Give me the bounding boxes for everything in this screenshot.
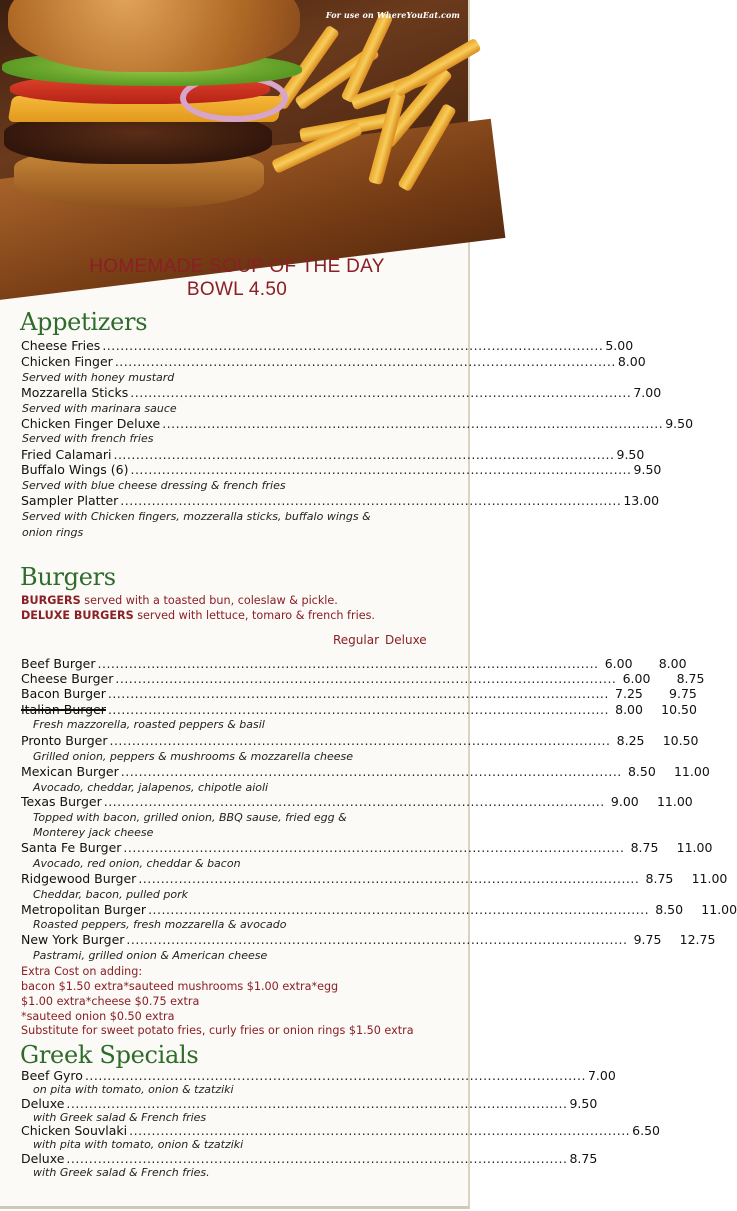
item-description: Roasted peppers, fresh mozzarella & avocado <box>33 918 287 931</box>
item-name: Deluxe <box>21 1151 65 1166</box>
item-price: 9.50 <box>569 1096 598 1111</box>
extra-cost-line: $1.00 extra*cheese $0.75 extra <box>21 995 200 1008</box>
menu-item <box>21 354 646 369</box>
item-price: 6.50 <box>632 1123 660 1138</box>
burger-item <box>21 656 687 671</box>
deluxe-price: 11.00 <box>676 840 713 855</box>
burger-item <box>21 764 710 779</box>
substitute-note: Substitute for sweet potato fries, curly fries or onion rings $1.50 extra <box>21 1024 414 1037</box>
item-name: Santa Fe Burger <box>21 840 122 855</box>
item-name: New York Burger <box>21 932 125 947</box>
leader-dots: ................................................................................................................ <box>97 656 599 671</box>
extra-cost-title: Extra Cost on adding: <box>21 965 143 978</box>
menu-item <box>21 1068 616 1083</box>
item-description: Cheddar, bacon, pulled pork <box>33 888 189 901</box>
leader-dots: ................................................................................................................ <box>109 733 611 748</box>
menu-item <box>21 338 634 353</box>
item-description: Avocado, cheddar, jalapenos, chipotle aioli <box>33 781 269 794</box>
deluxe-price: 11.00 <box>691 871 728 886</box>
burger-item <box>21 702 697 717</box>
item-name: Chicken Finger Deluxe <box>21 416 161 431</box>
item-description: Served with blue cheese dressing & french fries <box>22 479 286 492</box>
column-header-deluxe: Deluxe <box>385 633 427 647</box>
deluxe-price: 11.00 <box>656 794 693 809</box>
note-label: DELUXE BURGERS <box>21 609 134 622</box>
soup-heading: HOMEMADE SOUP OF THE DAY <box>89 256 385 277</box>
item-price: 7.00 <box>633 385 662 400</box>
leader-dots: ................................................................................................................ <box>129 1123 631 1138</box>
deluxe-price: 8.75 <box>676 671 705 686</box>
burger-photo <box>0 0 468 228</box>
item-name: Pronto Burger <box>21 733 108 748</box>
item-description: Grilled onion, peppers & mushrooms & mozzarella cheese <box>33 750 354 763</box>
extra-cost-line: bacon $1.50 extra*sauteed mushrooms $1.00 extra*egg <box>21 980 339 993</box>
leader-dots: ................................................................................................................ <box>107 702 609 717</box>
burger-item <box>21 932 716 947</box>
leader-dots: ................................................................................................................ <box>138 871 640 886</box>
regular-price: 8.75 <box>630 840 659 855</box>
menu-item <box>21 416 694 431</box>
burger-item <box>21 871 728 886</box>
menu-item <box>21 1096 598 1111</box>
item-name: Fried Calamari <box>21 447 112 462</box>
section-title-appetizers: Appetizers <box>20 308 148 336</box>
burger-item <box>21 794 693 809</box>
section-title-burgers: Burgers <box>20 563 116 591</box>
item-name: Mozzarella Sticks <box>21 385 129 400</box>
menu-item <box>21 493 660 508</box>
item-price: 8.00 <box>617 354 646 369</box>
section-title-greek-specials: Greek Specials <box>20 1041 199 1069</box>
deluxe-burgers-note <box>21 609 375 622</box>
item-name: Chicken Souvlaki <box>21 1123 128 1138</box>
item-name: Sampler Platter <box>21 493 119 508</box>
regular-price: 8.50 <box>627 764 656 779</box>
regular-price: 8.00 <box>615 702 643 717</box>
burgers-note <box>21 594 338 607</box>
item-name: Deluxe <box>21 1096 65 1111</box>
menu-item <box>21 1151 598 1166</box>
regular-price: 7.25 <box>615 686 643 701</box>
deluxe-price: 12.75 <box>679 932 716 947</box>
deluxe-price: 9.75 <box>669 686 697 701</box>
item-description-continued: onion rings <box>22 526 84 539</box>
item-name: Cheese Fries <box>21 338 101 353</box>
item-price: 9.50 <box>616 447 645 462</box>
leader-dots: ................................................................................................................ <box>162 416 664 431</box>
regular-price: 9.00 <box>610 794 639 809</box>
item-price: 9.50 <box>665 416 694 431</box>
watermark: For use on WhereYouEat.com <box>325 10 460 20</box>
deluxe-price: 11.00 <box>701 902 737 917</box>
deluxe-price: 10.50 <box>662 733 699 748</box>
item-name: Cheese Burger <box>21 671 114 686</box>
item-description: Topped with bacon, grilled onion, BBQ sause, fried egg & <box>33 811 347 824</box>
item-description: Fresh mazzorella, roasted peppers & basil <box>33 718 265 731</box>
item-name: Italian Burger <box>21 702 106 717</box>
item-description: Served with french fries <box>22 432 154 445</box>
item-description: with Greek salad & French fries <box>33 1111 207 1124</box>
leader-dots: ................................................................................................................ <box>107 686 609 701</box>
leader-dots: ................................................................................................................ <box>120 493 622 508</box>
item-name: Bacon Burger <box>21 686 106 701</box>
leader-dots: ................................................................................................................ <box>84 1068 586 1083</box>
item-description-continued: Monterey jack cheese <box>33 826 154 839</box>
leader-dots: ................................................................................................................ <box>126 932 628 947</box>
leader-dots: ................................................................................................................ <box>130 385 632 400</box>
leader-dots: ................................................................................................................ <box>102 338 604 353</box>
leader-dots: ................................................................................................................ <box>130 462 632 477</box>
deluxe-price: 8.00 <box>658 656 687 671</box>
item-description: on pita with tomato, onion & tzatziki <box>33 1083 234 1096</box>
menu-item <box>21 447 645 462</box>
burger-item <box>21 671 705 686</box>
item-name: Beef Burger <box>21 656 96 671</box>
leader-dots: ................................................................................................................ <box>103 794 605 809</box>
item-description: Served with Chicken fingers, mozzeralla sticks, buffalo wings & <box>22 510 371 523</box>
regular-price: 8.75 <box>645 871 674 886</box>
item-description: Served with honey mustard <box>22 371 175 384</box>
item-price: 8.75 <box>569 1151 598 1166</box>
note-label: BURGERS <box>21 594 81 607</box>
regular-price: 9.75 <box>633 932 662 947</box>
burger-item <box>21 686 697 701</box>
item-description: Pastrami, grilled onion & American cheese <box>33 949 268 962</box>
note-text: served with a toasted bun, coleslaw & pickle. <box>80 594 338 607</box>
item-name: Chicken Finger <box>21 354 113 369</box>
item-price: 9.50 <box>633 462 662 477</box>
leader-dots: ................................................................................................................ <box>66 1151 568 1166</box>
item-price: 5.00 <box>605 338 634 353</box>
soup-price: BOWL 4.50 <box>186 279 288 300</box>
leader-dots: ................................................................................................................ <box>120 764 622 779</box>
item-name: Ridgewood Burger <box>21 871 137 886</box>
burger-item <box>21 902 737 917</box>
item-description: Avocado, red onion, cheddar & bacon <box>33 857 241 870</box>
leader-dots: ................................................................................................................ <box>113 447 615 462</box>
leader-dots: ................................................................................................................ <box>66 1096 568 1111</box>
burger-item <box>21 733 699 748</box>
deluxe-price: 10.50 <box>661 702 697 717</box>
item-name: Buffalo Wings (6) <box>21 462 129 477</box>
menu-item <box>21 462 662 477</box>
leader-dots: ................................................................................................................ <box>123 840 625 855</box>
extra-cost-line: *sauteed onion $0.50 extra <box>21 1010 175 1023</box>
item-name: Beef Gyro <box>21 1068 83 1083</box>
menu-item <box>21 1123 660 1138</box>
item-name: Texas Burger <box>21 794 102 809</box>
leader-dots: ................................................................................................................ <box>148 902 650 917</box>
item-name: Mexican Burger <box>21 764 119 779</box>
regular-price: 6.00 <box>604 656 633 671</box>
leader-dots: ................................................................................................................ <box>114 354 616 369</box>
item-name: Metropolitan Burger <box>21 902 147 917</box>
burger-item <box>21 840 713 855</box>
regular-price: 6.00 <box>622 671 651 686</box>
column-header-regular: Regular <box>333 633 380 647</box>
item-price: 7.00 <box>587 1068 616 1083</box>
regular-price: 8.25 <box>616 733 645 748</box>
menu-item <box>21 385 662 400</box>
item-price: 13.00 <box>623 493 660 508</box>
item-description: with pita with tomato, onion & tzatziki <box>33 1138 244 1151</box>
regular-price: 8.50 <box>655 902 684 917</box>
deluxe-price: 11.00 <box>673 764 710 779</box>
note-text: served with lettuce, tomaro & french fries. <box>133 609 375 622</box>
leader-dots: ................................................................................................................ <box>115 671 617 686</box>
item-description: Served with marinara sauce <box>22 402 177 415</box>
item-description: with Greek salad & French fries. <box>33 1166 210 1179</box>
